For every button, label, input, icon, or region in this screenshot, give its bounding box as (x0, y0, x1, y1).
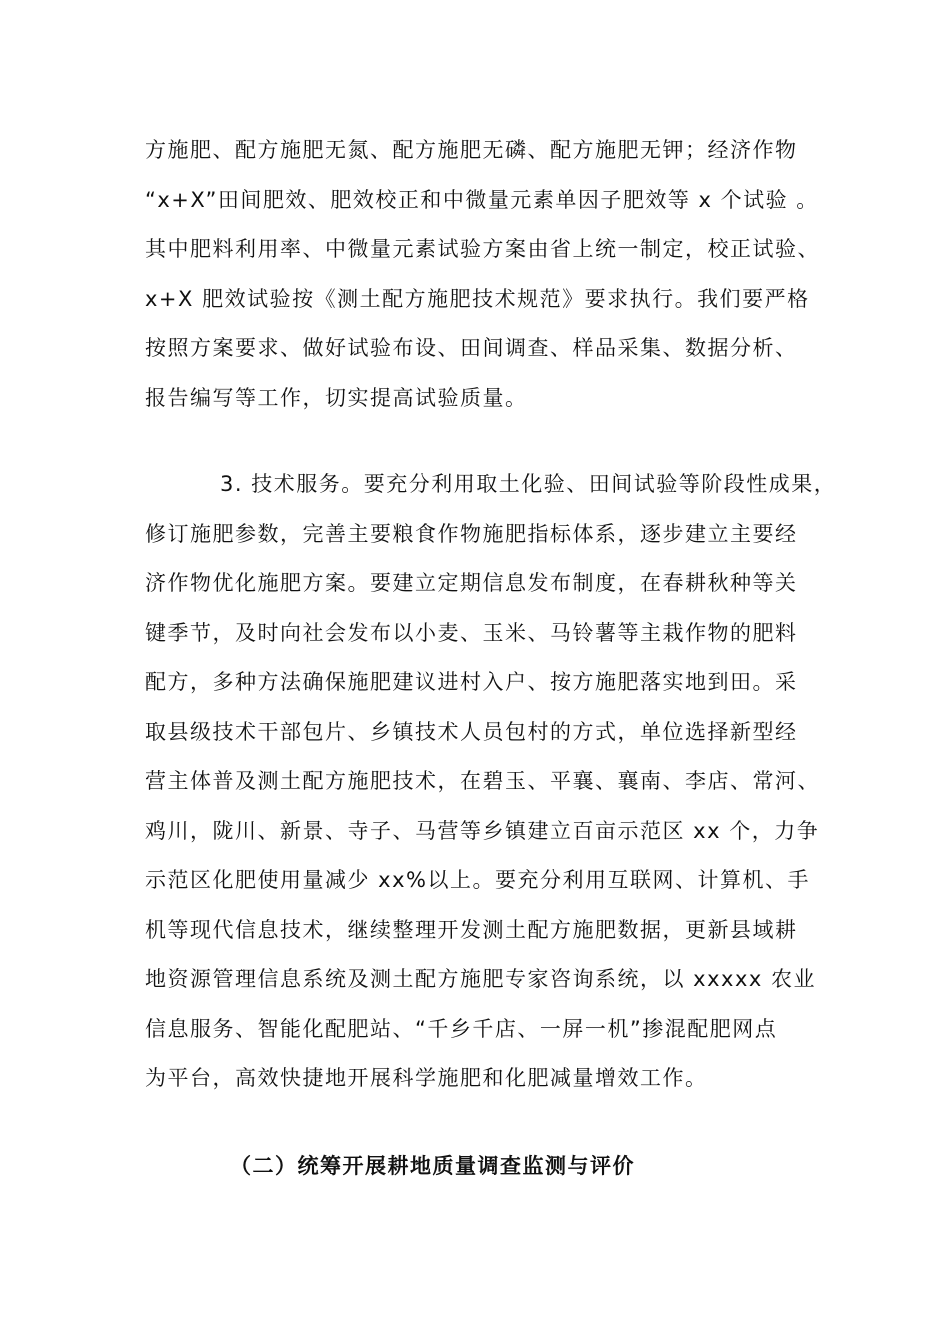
text-line: 配方，多种方法确保施肥建议进村入户、按方施肥落实地到田。采 (145, 670, 798, 694)
text-line: 3. 技术服务。要充分利用取土化验、田间试验等阶段性成果， (220, 472, 837, 496)
text-line: 键季节，及时向社会发布以小麦、玉米、马铃薯等主栽作物的肥料 (145, 621, 798, 645)
text-line: 报告编写等工作，切实提高试验质量。 (145, 386, 528, 410)
text-line: 鸡川，陇川、新景、寺子、马营等乡镇建立百亩示范区 xx 个，力争 (145, 819, 820, 843)
text-line: 示范区化肥使用量减少 xx%以上。要充分利用互联网、计算机、手 (145, 868, 810, 892)
text-line: 按照方案要求、做好试验布设、田间调查、样品采集、数据分析、 (145, 336, 798, 360)
text-line: 取县级技术干部包片、乡镇技术人员包村的方式，单位选择新型经 (145, 720, 798, 744)
text-line: 方施肥、配方施肥无氮、配方施肥无磷、配方施肥无钾；经济作物 (145, 138, 798, 162)
text-line: 机等现代信息技术，继续整理开发测土配方施肥数据，更新县域耕 (145, 918, 798, 942)
text-line: 修订施肥参数，完善主要粮食作物施肥指标体系，逐步建立主要经 (145, 522, 798, 546)
text-line: x+X 肥效试验按《测土配方施肥技术规范》要求执行。我们要严格 (145, 287, 810, 311)
section-heading: （二）统筹开展耕地质量调查监测与评价 (230, 1154, 635, 1178)
text-line: 营主体普及测土配方施肥技术，在碧玉、平襄、襄南、李店、常河、 (145, 769, 820, 793)
text-line: 为平台，高效快捷地开展科学施肥和化肥减量增效工作。 (145, 1066, 708, 1090)
text-line: 其中肥料利用率、中微量元素试验方案由省上统一制定，校正试验、 (145, 237, 820, 261)
text-line: 信息服务、智能化配肥站、“千乡千店、一屏一机”掺混配肥网点 (145, 1017, 778, 1041)
text-line: “x+X”田间肥效、肥效校正和中微量元素单因子肥效等 x 个试验 。 (145, 188, 819, 212)
text-line: 济作物优化施肥方案。要建立定期信息发布制度，在春耕秋种等关 (145, 571, 798, 595)
text-line: 地资源管理信息系统及测土配方施肥专家咨询系统，以 xxxxx 农业 (145, 967, 816, 991)
